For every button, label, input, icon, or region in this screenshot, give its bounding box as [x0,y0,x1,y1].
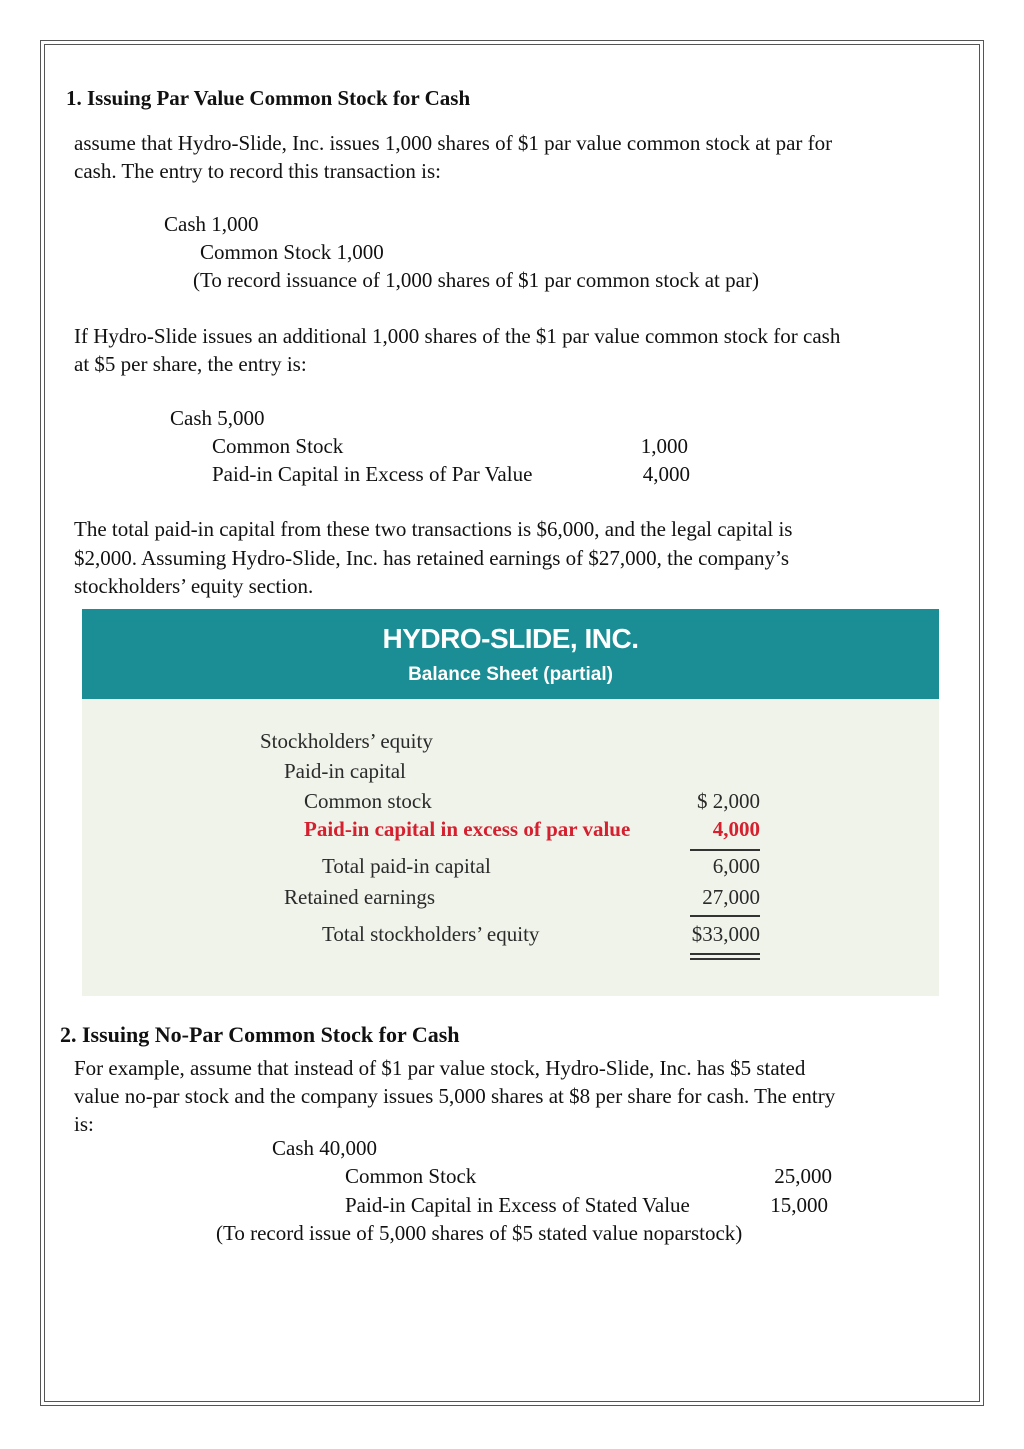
total-equity-label: Total stockholders’ equity [322,922,540,946]
section2-line3: is: [74,1112,94,1136]
total-paid-in-label: Total paid-in capital [322,854,491,878]
retained-earnings-label: Retained earnings [284,885,436,909]
entry2-credit2-label: Paid-in Capital in Excess of Par Value [212,462,533,486]
entry2-credit2-amount: 4,000 [642,462,690,486]
common-stock-value: $ 2,000 [697,789,760,813]
section1-para2-line2: at $5 per share, the entry is: [74,352,307,376]
subtotal-rule [690,849,760,851]
entry2-credit1-amount: 1,000 [640,434,688,458]
paid-in-header: Paid-in capital [284,759,406,783]
entry3-debit: Cash 40,000 [272,1136,377,1160]
double-rule-top [690,953,760,955]
total-equity-value: $33,000 [691,922,760,946]
balance-sheet-subtitle: Balance Sheet (partial) [408,664,613,685]
entry1-debit: Cash 1,000 [164,212,259,236]
section1-para3-line2: $2,000. Assuming Hydro-Slide, Inc. has retained earnings of $27,000, the company’s [74,546,790,570]
excess-par-label: Paid-in capital in excess of par value [304,817,631,841]
entry3-credit1-label: Common Stock [345,1164,477,1188]
balance-sheet-header [82,609,939,699]
balance-sheet-title: HYDRO-SLIDE, INC. [382,623,639,654]
retained-earnings-value: 27,000 [702,885,760,909]
common-stock-label: Common stock [304,789,432,813]
equity-header: Stockholders’ equity [260,729,433,753]
excess-par-value: 4,000 [712,817,760,841]
total-rule [690,915,760,917]
balance-sheet-figure [82,609,939,996]
section2-heading: 2. Issuing No-Par Common Stock for Cash [60,1022,460,1047]
section2-line2: value no-par stock and the company issues 5,000 shares at $8 per share for cash. The entry [74,1084,836,1108]
entry3-memo: (To record issue of 5,000 shares of $5 stated value noparstock) [216,1221,743,1245]
section2-line1: For example, assume that instead of $1 par value stock, Hydro-Slide, Inc. has $5 stated [74,1056,806,1080]
entry1-credit: Common Stock 1,000 [200,240,384,264]
section1-intro-line1: assume that Hydro-Slide, Inc. issues 1,000 shares of $1 par value common stock at par for [74,131,833,155]
entry3-credit1-amount: 25,000 [774,1164,832,1188]
section1-heading: 1. Issuing Par Value Common Stock for Cash [66,86,471,110]
total-paid-in-value: 6,000 [712,854,760,878]
section1-para3-line3: stockholders’ equity section. [74,574,314,598]
section1-para3-line1: The total paid-in capital from these two transactions is $6,000, and the legal capital is [74,517,793,541]
entry1-memo: (To record issuance of 1,000 shares of $1 par common stock at par) [193,268,759,292]
entry3-credit2-label: Paid-in Capital in Excess of Stated Value [345,1193,690,1217]
double-rule-bottom [690,958,760,960]
entry2-credit1-label: Common Stock [212,434,344,458]
entry2-debit: Cash 5,000 [170,406,265,430]
section1-para2-line1: If Hydro-Slide issues an additional 1,000 shares of the $1 par value common stock for cash [74,324,841,348]
section1-intro-line2: cash. The entry to record this transaction is: [74,159,442,183]
entry3-credit2-amount: 15,000 [770,1193,828,1217]
